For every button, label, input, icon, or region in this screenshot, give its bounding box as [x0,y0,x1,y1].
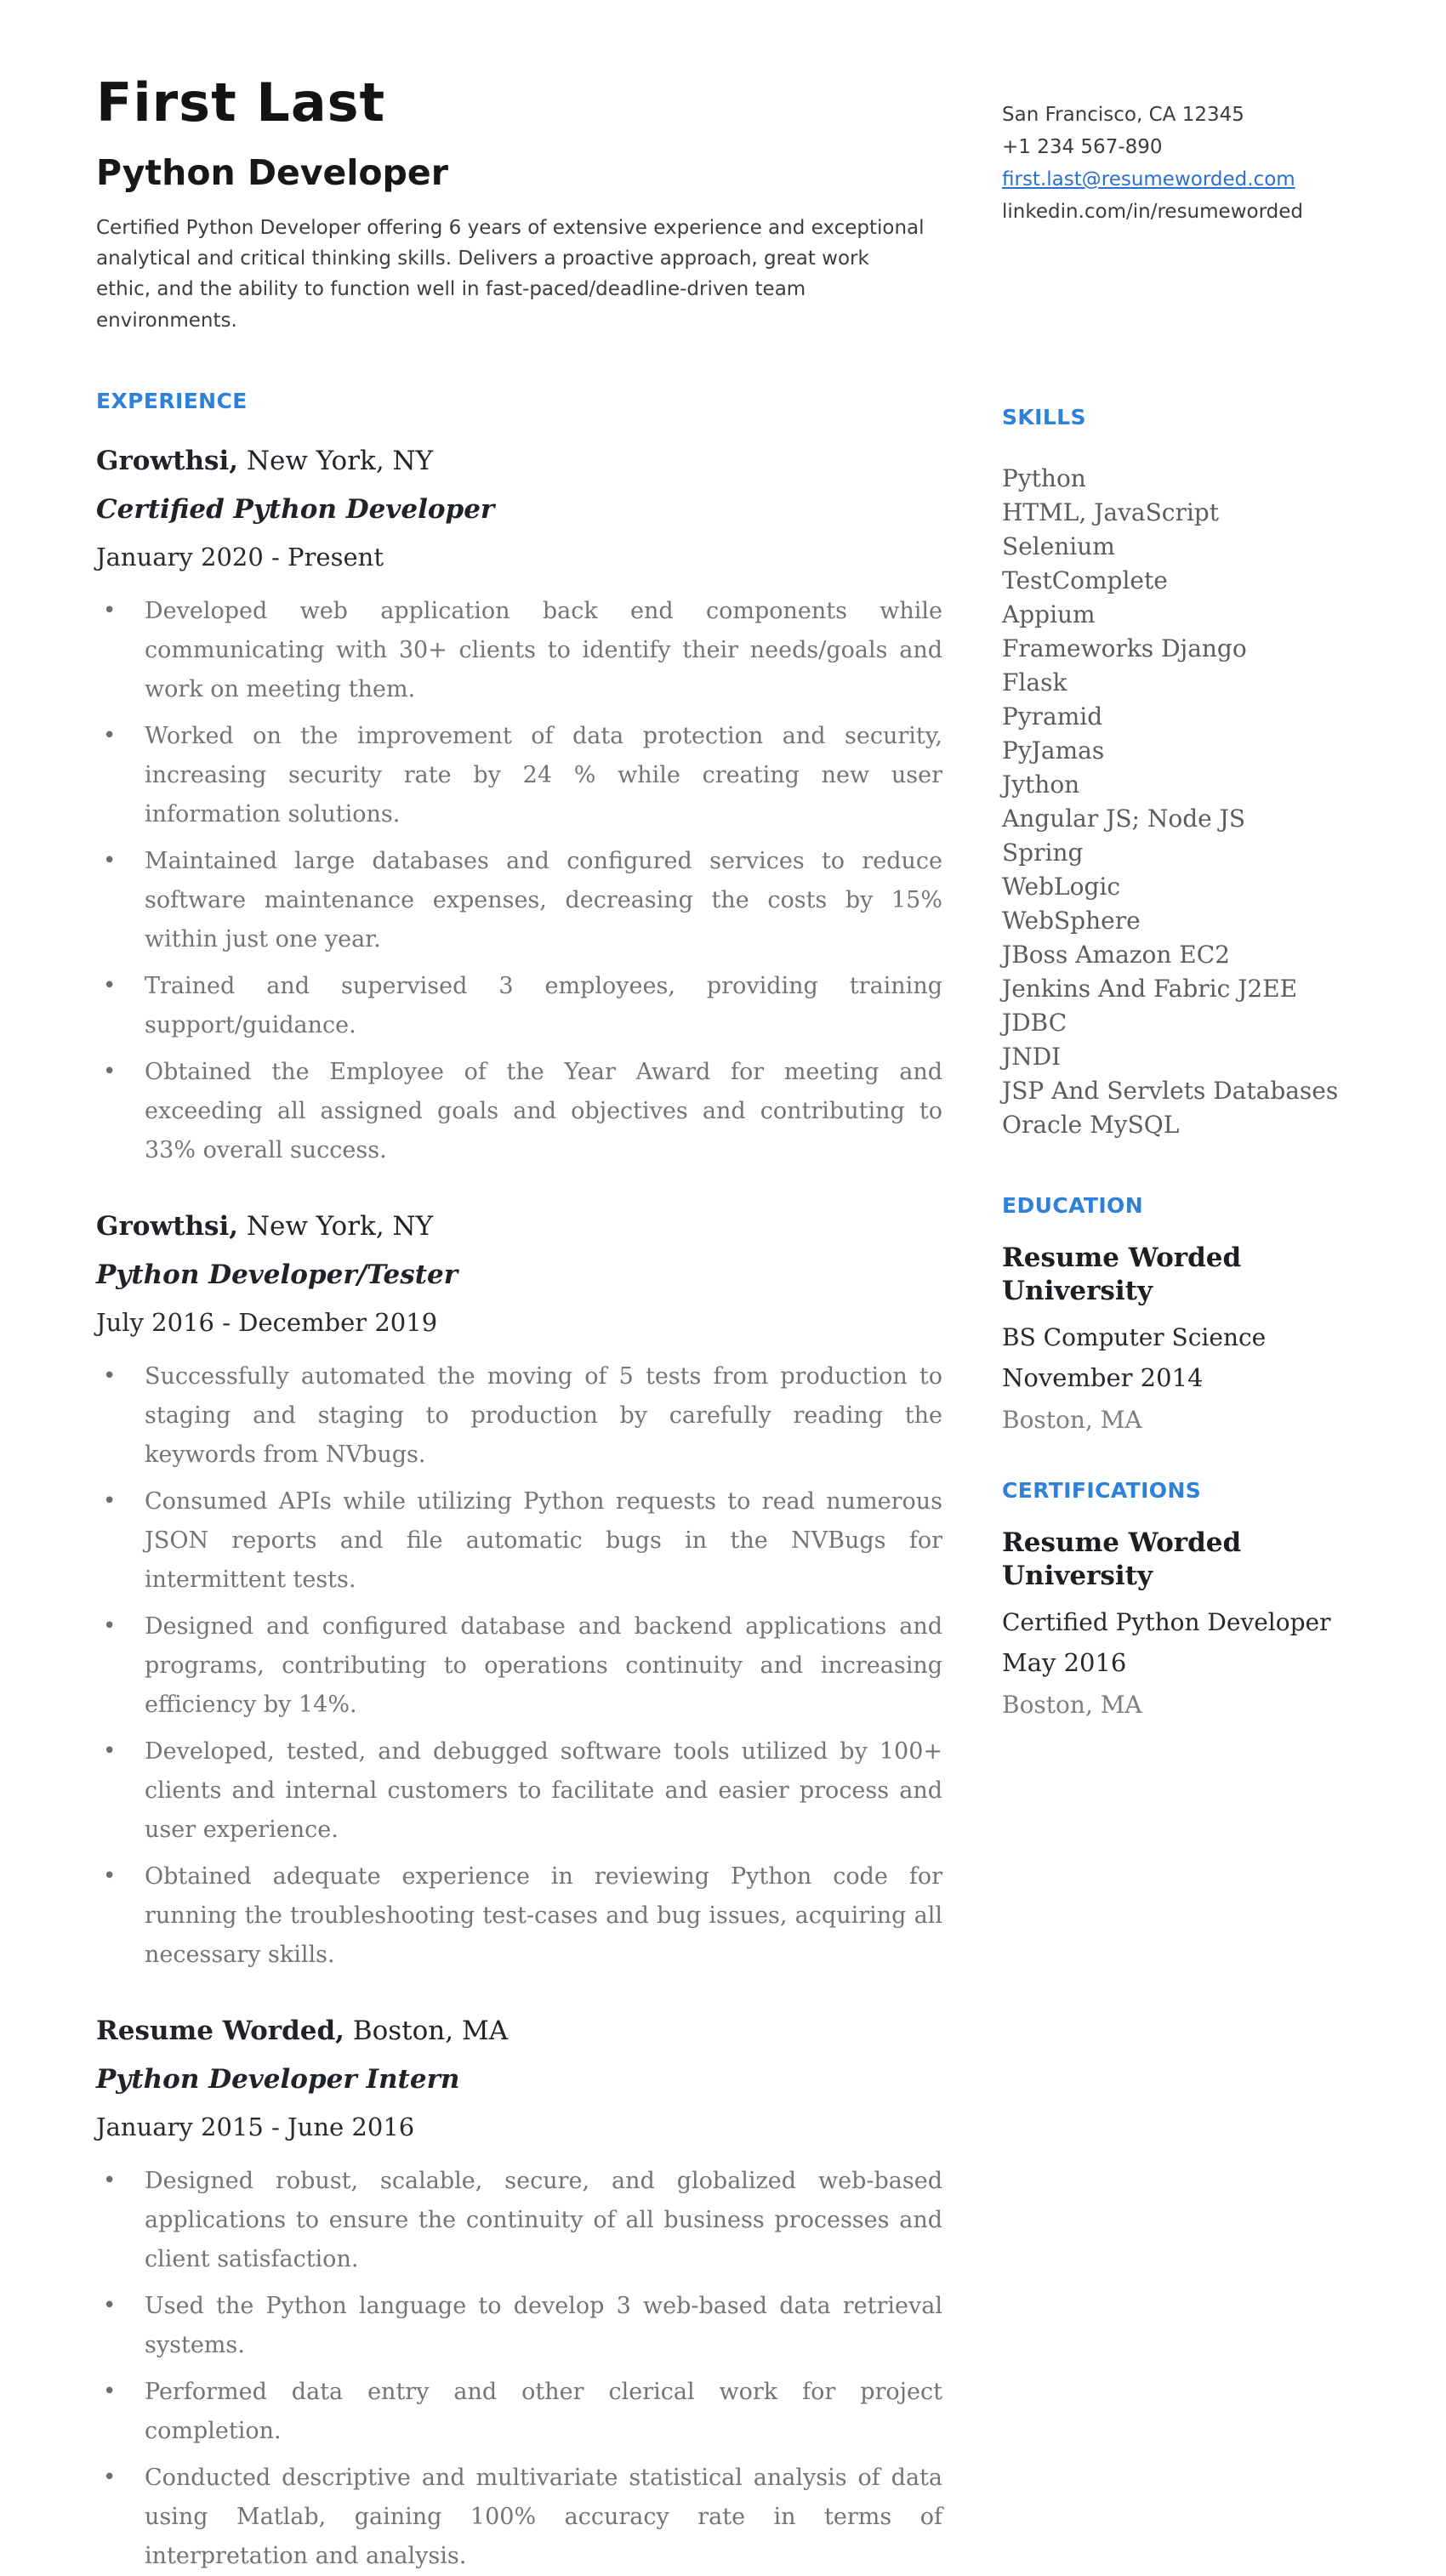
skill-item: Pyramid [1002,702,1103,731]
skill-item: TestComplete [1002,566,1168,594]
job-entry [96,1211,942,1975]
bullet-icon: • [103,2292,117,2318]
company-name: Growthsi, [96,445,239,476]
bullet-icon: • [103,597,117,623]
bullet-text: Developed web application back end components while communicating with 30+ clients to identify their needs/goals and work on meeting them. [145,597,942,702]
skill-item: Spring [1002,839,1084,867]
bullet-icon: • [103,1058,117,1084]
experience-bullet [96,1357,942,1475]
bullet-icon: • [103,847,117,873]
company-line [96,446,942,476]
skill-item: WebSphere [1002,907,1141,935]
experience-bullet [96,1857,942,1975]
experience-bullet [96,2373,942,2451]
experience-bullet [96,717,942,834]
company-location: New York, NY [246,445,434,476]
bullet-icon: • [103,1487,117,1514]
certification-issuer: Resume Worded University [1002,1527,1242,1591]
company-line [96,2016,942,2046]
job-entry [96,446,942,1170]
skill-item: Jenkins And Fabric J2EE JDBC [1002,975,1298,1037]
bullet-icon: • [103,1362,117,1389]
job-dates: July 2016 - December 2019 [96,1307,438,1337]
contact-block [1002,99,1365,228]
skill-item: Oracle MySQL [1002,1111,1180,1139]
bullet-text: Performed data entry and other clerical work for project completion. [145,2378,942,2444]
education-location: Boston, MA [1002,1406,1142,1434]
company-line [96,1211,942,1242]
skill-item: HTML, JavaScript [1002,498,1219,526]
certifications-heading: CERTIFICATIONS [1002,1478,1202,1503]
job-bullet-list [96,592,942,1170]
skill-item: Frameworks Django [1002,634,1247,662]
job-dates: January 2020 - Present [96,542,384,571]
skill-item: Jython [1002,771,1080,799]
bullet-text: Developed, tested, and debugged software tools utilized by 100+ clients and internal customers to facilitate and easier process and user experience. [145,1737,942,1843]
education-degree: BS Computer Science [1002,1323,1267,1351]
bullet-icon: • [103,2378,117,2404]
bullet-icon: • [103,1862,117,1889]
experience-heading: EXPERIENCE [96,388,248,413]
main-column [96,71,942,2569]
bullet-text: Maintained large databases and configured services to reduce software maintenance expenses, decreasing the costs by 15% within just one year. [145,847,942,952]
company-location: Boston, MA [352,2015,509,2046]
experience-bullet [96,2459,942,2576]
experience-bullet [96,842,942,959]
bullet-text: Designed robust, scalable, secure, and globalized web-based applications to ensure the continuity of all business processes and client satisfaction. [145,2167,942,2272]
skill-item: Flask [1002,668,1067,697]
job-bullet-list [96,1357,942,1975]
bullet-icon: • [103,2464,117,2490]
certifications-section [1002,1478,1365,1719]
experience-bullet [96,967,942,1045]
education-heading: EDUCATION [1002,1193,1144,1218]
bullet-text: Used the Python language to develop 3 web-based data retrieval systems. [145,2292,942,2358]
contact-phone: +1 234 567-890 [1002,136,1163,158]
contact-location: San Francisco, CA 12345 [1002,104,1244,126]
job-bullet-list [96,2162,942,2576]
experience-bullet [96,1732,942,1850]
job-role: Python Developer/Tester [96,1259,458,1290]
bullet-icon: • [103,1737,117,1764]
certification-date: May 2016 [1002,1648,1127,1677]
skill-item: Selenium [1002,532,1115,560]
bullet-icon: • [103,2167,117,2193]
skill-item: JSP And Servlets Databases [1002,1077,1339,1105]
skill-item: JNDI [1002,1043,1062,1071]
job-dates: January 2015 - June 2016 [96,2112,415,2141]
skill-item: PyJamas [1002,736,1105,765]
education-school: Resume Worded University [1002,1243,1242,1306]
bullet-text: Conducted descriptive and multivariate statistical analysis of data using Matlab, gaining 100% accuracy rate in terms of interpretation and analysis. [145,2464,942,2569]
skill-item: Python [1002,464,1086,492]
bullet-text: Trained and supervised 3 employees, providing training support/guidance. [145,972,942,1038]
education-section [1002,1193,1365,1434]
experience-bullet [96,2287,942,2365]
bullet-text: Obtained the Employee of the Year Award for meeting and exceeding all assigned goals and objectives and contributing to 33% overall success. [145,1058,942,1163]
bullet-text: Obtained adequate experience in reviewing Python code for running the troubleshooting test-cases and bug issues, acquiring all necessary skills. [145,1862,942,1968]
summary-text: Certified Python Developer offering 6 years of extensive experience and exceptional analytical and critical thinking skills. Delivers a proactive approach, great work ethic, and the ability to function well in fast-paced/deadline-driven team environments. [96,217,925,332]
skills-heading: SKILLS [1002,405,1086,429]
experience-bullet [96,592,942,709]
company-location: New York, NY [246,1210,434,1242]
job-role: Python Developer Intern [96,2063,460,2095]
certification-name: Certified Python Developer [1002,1608,1331,1636]
experience-bullet [96,1053,942,1170]
bullet-icon: • [103,1612,117,1639]
sidebar-column [1002,75,1365,1837]
certification-location: Boston, MA [1002,1691,1142,1719]
bullet-text: Successfully automated the moving of 5 tests from production to staging and staging to production by carefully reading the keywords from NVbugs. [145,1362,942,1468]
experience-bullet [96,1607,942,1725]
skill-item: Appium [1002,600,1096,628]
skill-item: WebLogic [1002,873,1121,901]
experience-bullet [96,1482,942,1600]
company-name: Resume Worded, [96,2015,344,2046]
bullet-icon: • [103,972,117,998]
bullet-icon: • [103,722,117,748]
person-name: First Last [96,71,386,134]
job-role: Certified Python Developer [96,493,495,525]
person-title: Python Developer [96,152,448,194]
skill-item: JBoss Amazon EC2 [1002,941,1230,969]
bullet-text: Worked on the improvement of data protection and security, increasing security rate by 24 % while creating new user information solutions. [145,722,942,827]
company-name: Growthsi, [96,1210,239,1242]
contact-linkedin: linkedin.com/in/resumeworded [1002,201,1303,223]
bullet-text: Consumed APIs while utilizing Python requests to read numerous JSON reports and file automatic bugs in the NVBugs for intermittent tests. [145,1487,942,1593]
bullet-text: Designed and configured database and backend applications and programs, contributing to operations continuity and increasing efficiency by 14%. [145,1612,942,1718]
contact-email-link[interactable]: first.last@resumeworded.com [1002,168,1295,190]
skill-item: Angular JS; Node JS [1002,805,1246,833]
skills-list [1002,462,1365,1142]
job-entry [96,2016,942,2576]
education-date: November 2014 [1002,1363,1204,1392]
experience-bullet [96,2162,942,2279]
